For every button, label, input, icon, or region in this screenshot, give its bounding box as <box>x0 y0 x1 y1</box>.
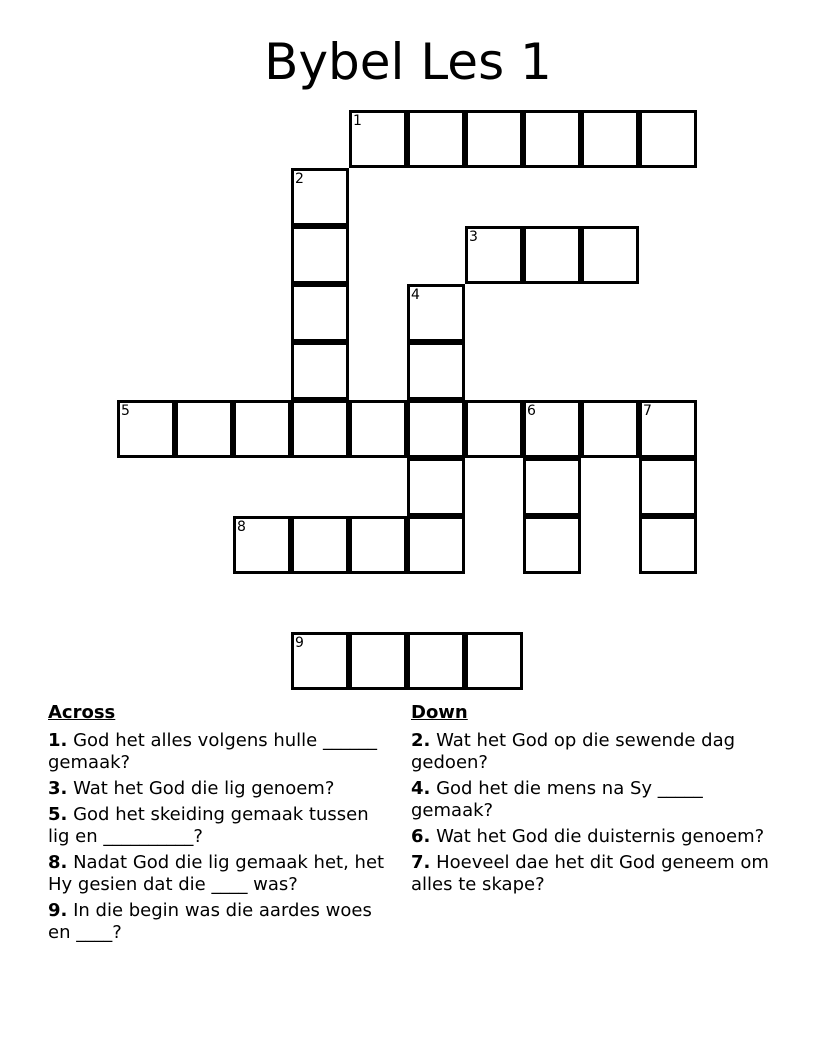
cell-number: 7 <box>643 403 652 419</box>
grid-cell[interactable] <box>349 632 407 690</box>
down-clue-2: 2. Wat het God op die sewende dag gedoen? <box>411 730 736 773</box>
grid-cell[interactable] <box>407 458 465 516</box>
cell-number: 8 <box>237 519 246 535</box>
grid-cell[interactable] <box>407 400 465 458</box>
grid-cell[interactable] <box>639 516 697 574</box>
across-clue-8: 8. Nadat God die lig gemaak het, het Hy gesien dat die ____ was? <box>48 852 385 895</box>
down-clue-6: 6. Wat het God die duisternis genoem? <box>411 826 765 847</box>
grid-cell[interactable] <box>465 110 523 168</box>
down-clue-7: 7. Hoeveel dae het dit God geneem om alles te skape? <box>411 852 769 895</box>
puzzle-title: Bybel Les 1 <box>264 33 552 91</box>
across-clue-1: 1. God het alles volgens hulle ______ gemaak? <box>48 730 377 773</box>
grid-cell[interactable] <box>465 226 523 284</box>
grid-cell[interactable] <box>291 342 349 400</box>
grid-cell[interactable] <box>291 400 349 458</box>
across-clue-5: 5. God het skeiding gemaak tussen lig en __________? <box>48 804 369 847</box>
grid-cell[interactable] <box>581 400 639 458</box>
grid-cell[interactable] <box>581 226 639 284</box>
grid-cell[interactable] <box>407 516 465 574</box>
grid-cell[interactable] <box>117 400 175 458</box>
cell-number: 1 <box>353 113 362 129</box>
grid-cell[interactable] <box>175 400 233 458</box>
grid-cell[interactable] <box>523 110 581 168</box>
grid-cell[interactable] <box>407 632 465 690</box>
grid-cell[interactable] <box>639 458 697 516</box>
grid-cell[interactable] <box>523 400 581 458</box>
grid-cell[interactable] <box>349 516 407 574</box>
grid-cell[interactable] <box>291 284 349 342</box>
down-heading: Down <box>411 702 468 723</box>
cell-number: 4 <box>411 287 420 303</box>
grid-cell[interactable] <box>349 400 407 458</box>
grid-cell[interactable] <box>233 516 291 574</box>
grid-cell[interactable] <box>291 226 349 284</box>
grid-cell[interactable] <box>291 632 349 690</box>
across-clue-9: 9. In die begin was die aardes woes en ____? <box>48 900 372 943</box>
grid-cell[interactable] <box>523 516 581 574</box>
grid-cell[interactable] <box>581 110 639 168</box>
grid-cell[interactable] <box>407 342 465 400</box>
across-clue-3: 3. Wat het God die lig genoem? <box>48 778 335 799</box>
grid-cell[interactable] <box>465 400 523 458</box>
cell-number: 3 <box>469 229 478 245</box>
grid-cell[interactable] <box>465 632 523 690</box>
cell-number: 9 <box>295 635 304 651</box>
grid-cell[interactable] <box>407 110 465 168</box>
grid-cell[interactable] <box>291 516 349 574</box>
grid-cell[interactable] <box>233 400 291 458</box>
grid-cell[interactable] <box>639 400 697 458</box>
down-clue-4: 4. God het die mens na Sy _____ gemaak? <box>411 778 703 821</box>
grid-cell[interactable] <box>523 458 581 516</box>
grid-cell[interactable] <box>349 110 407 168</box>
grid-cell[interactable] <box>291 168 349 226</box>
cell-number: 2 <box>295 171 304 187</box>
across-heading: Across <box>48 702 116 723</box>
cell-number: 6 <box>527 403 536 419</box>
grid-cell[interactable] <box>639 110 697 168</box>
across-clues <box>48 702 388 948</box>
down-clues <box>411 702 771 900</box>
cell-number: 5 <box>121 403 130 419</box>
grid-cell[interactable] <box>523 226 581 284</box>
grid-cell[interactable] <box>407 284 465 342</box>
